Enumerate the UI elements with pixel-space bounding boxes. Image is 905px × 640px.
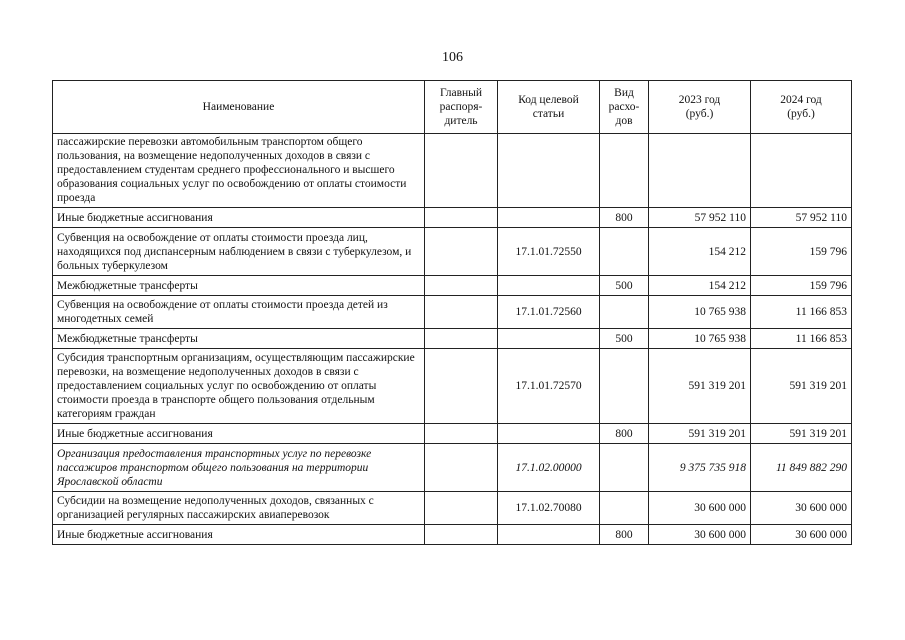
- table-row: [53, 208, 852, 228]
- row-code: [498, 329, 600, 349]
- row-expense-type: [600, 492, 649, 525]
- row-name: Субсидии на возмещение недополученных доходов, связанных с организацией регулярных пассажирских авиаперевозок: [53, 492, 425, 525]
- row-expense-type: 800: [600, 525, 649, 545]
- row-expense-type: 500: [600, 276, 649, 296]
- row-2023: [649, 134, 751, 208]
- row-2023: 9 375 735 918: [649, 444, 751, 492]
- row-2024: 11 166 853: [751, 296, 852, 329]
- row-2023: 591 319 201: [649, 349, 751, 424]
- row-2024: 11 166 853: [751, 329, 852, 349]
- row-administrator: [425, 134, 498, 208]
- table-header-row: [53, 81, 852, 134]
- row-expense-type: [600, 349, 649, 424]
- row-2023: 57 952 110: [649, 208, 751, 228]
- row-administrator: [425, 349, 498, 424]
- header-2023: [649, 81, 751, 134]
- budget-table: [52, 80, 852, 545]
- row-expense-type: [600, 228, 649, 276]
- table-row: [53, 329, 852, 349]
- row-code: [498, 424, 600, 444]
- row-administrator: [425, 492, 498, 525]
- row-administrator: [425, 208, 498, 228]
- row-code: 17.1.01.72560: [498, 296, 600, 329]
- row-2023: 154 212: [649, 276, 751, 296]
- row-2024: 57 952 110: [751, 208, 852, 228]
- row-expense-type: 500: [600, 329, 649, 349]
- table-row: [53, 444, 852, 492]
- row-2024: 30 600 000: [751, 492, 852, 525]
- header-2023-text: 2023 год (руб.): [678, 94, 721, 120]
- row-code: 17.1.02.70080: [498, 492, 600, 525]
- row-2023: 30 600 000: [649, 492, 751, 525]
- row-administrator: [425, 296, 498, 329]
- row-expense-type: 800: [600, 208, 649, 228]
- row-administrator: [425, 228, 498, 276]
- row-administrator: [425, 525, 498, 545]
- header-administrator: [425, 81, 498, 134]
- row-2024: 11 849 882 290: [751, 444, 852, 492]
- header-name: [53, 81, 425, 134]
- table-row: [53, 296, 852, 329]
- row-2023: 154 212: [649, 228, 751, 276]
- row-code: [498, 525, 600, 545]
- row-name: Субвенция на освобождение от оплаты стоимости проезда детей из многодетных семей: [53, 296, 425, 329]
- header-expense-type-text: Вид расхо- дов: [608, 87, 640, 127]
- row-name: Иные бюджетные ассигнования: [53, 525, 425, 545]
- header-code: [498, 81, 600, 134]
- header-2024-text: 2024 год (руб.): [780, 94, 822, 120]
- row-name: Иные бюджетные ассигнования: [53, 424, 425, 444]
- row-2023: 10 765 938: [649, 329, 751, 349]
- table-row: [53, 134, 852, 208]
- header-expense-type: [600, 81, 649, 134]
- row-name: Субсидия транспортным организациям, осуществляющим пассажирские перевозки, на возмещение недополученных доходов в связи с предоставлением социальных услуг по освобождению от оплаты стоимости проезда в транспорте общего пользования отдельным категориям граждан: [53, 349, 425, 424]
- row-name: Межбюджетные трансферты: [53, 329, 425, 349]
- row-expense-type: 800: [600, 424, 649, 444]
- row-2023: 10 765 938: [649, 296, 751, 329]
- table-row: [53, 525, 852, 545]
- row-name: Межбюджетные трансферты: [53, 276, 425, 296]
- row-code: [498, 134, 600, 208]
- row-administrator: [425, 424, 498, 444]
- row-name: пассажирские перевозки автомобильным транспортом общего пользования, на возмещение недополученных доходов в связи с предоставлением студентам среднего профессионального и высшего образования социальных услуг по освобождению от оплаты стоимости проезда: [53, 134, 425, 208]
- header-administrator-text: Главный распоря- дитель: [439, 87, 483, 127]
- table-row: [53, 492, 852, 525]
- row-2024: 30 600 000: [751, 525, 852, 545]
- row-administrator: [425, 444, 498, 492]
- row-2024: 159 796: [751, 276, 852, 296]
- row-code: 17.1.01.72550: [498, 228, 600, 276]
- row-code: [498, 276, 600, 296]
- row-2023: 30 600 000: [649, 525, 751, 545]
- row-name: Организация предоставления транспортных услуг по перевозке пассажиров транспортом общего пользования на территории Ярославской области: [53, 444, 425, 492]
- page-number: 106: [442, 50, 463, 65]
- row-expense-type: [600, 296, 649, 329]
- row-code: 17.1.02.00000: [498, 444, 600, 492]
- row-2024: 591 319 201: [751, 349, 852, 424]
- row-expense-type: [600, 134, 649, 208]
- header-2024: [751, 81, 852, 134]
- header-code-text: Код целевой статьи: [518, 94, 579, 120]
- row-administrator: [425, 329, 498, 349]
- table-row: [53, 276, 852, 296]
- row-expense-type: [600, 444, 649, 492]
- table-row: [53, 228, 852, 276]
- row-name: Иные бюджетные ассигнования: [53, 208, 425, 228]
- row-2024: [751, 134, 852, 208]
- row-code: [498, 208, 600, 228]
- header-name-text: Наименование: [202, 101, 275, 113]
- row-code: 17.1.01.72570: [498, 349, 600, 424]
- table-row: [53, 424, 852, 444]
- row-name: Субвенция на освобождение от оплаты стоимости проезда лиц, находящихся под диспансерным наблюдением в связи с туберкулезом, и больных туберкулезом: [53, 228, 425, 276]
- row-2024: 591 319 201: [751, 424, 852, 444]
- table-row: [53, 349, 852, 424]
- row-2024: 159 796: [751, 228, 852, 276]
- row-administrator: [425, 276, 498, 296]
- row-2023: 591 319 201: [649, 424, 751, 444]
